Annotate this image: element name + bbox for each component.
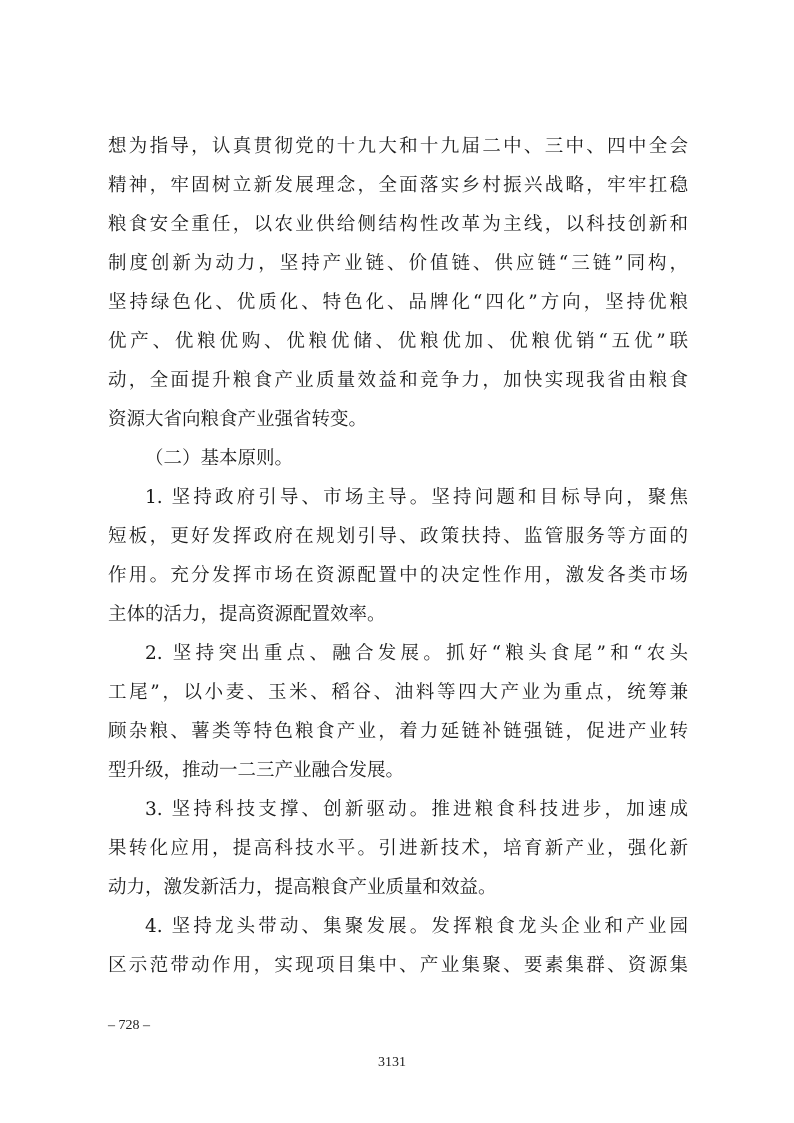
text-line: 果转化应用，提高科技水平。引进新技术，培育新产业，强化新 (108, 838, 688, 859)
text-line: 制度创新为动力，坚持产业链、价值链、供应链“三链”同构， (108, 253, 688, 274)
text-line: 区示范带动作用，实现项目集中、产业集聚、要素集群、资源集 (108, 955, 688, 976)
text-line: 2. 坚持突出重点、融合发展。抓好“粮头食尾”和“农头 (145, 643, 688, 664)
text-line: 短板，更好发挥政府在规划引导、政策扶持、监管服务等方面的 (108, 526, 688, 547)
page-number: 3131 (378, 1055, 406, 1070)
section-heading: （二）基本原则。 (145, 448, 294, 469)
page-mark: – 728 – (108, 1018, 150, 1033)
text-line: 作用。充分发挥市场在资源配置中的决定性作用，激发各类市场 (108, 565, 688, 586)
text-line: 工尾”，以小麦、玉米、稻谷、油料等四大产业为重点，统筹兼 (108, 682, 688, 703)
text-line: 想为指导，认真贯彻党的十九大和十九届二中、三中、四中全会 (108, 136, 688, 157)
text-line: 3. 坚持科技支撑、创新驱动。推进粮食科技进步，加速成 (145, 799, 688, 820)
text-line: 4. 坚持龙头带动、集聚发展。发挥粮食龙头企业和产业园 (145, 916, 688, 937)
text-line: 动，全面提升粮食产业质量效益和竞争力，加快实现我省由粮食 (108, 370, 688, 391)
text-line: 资源大省向粮食产业强省转变。 (108, 409, 368, 430)
text-line: 精神，牢固树立新发展理念，全面落实乡村振兴战略，牢牢扛稳 (108, 175, 688, 196)
text-line: 优产、优粮优购、优粮优储、优粮优加、优粮优销“五优”联 (108, 331, 688, 352)
text-line: 主体的活力，提高资源配置效率。 (108, 604, 386, 625)
text-line: 顾杂粮、薯类等特色粮食产业，着力延链补链强链，促进产业转 (108, 721, 688, 742)
text-line: 坚持绿色化、优质化、特色化、品牌化“四化”方向，坚持优粮 (108, 292, 688, 313)
text-line: 1. 坚持政府引导、市场主导。坚持问题和目标导向，聚焦 (145, 487, 688, 508)
text-line: 粮食安全重任，以农业供给侧结构性改革为主线，以科技创新和 (108, 214, 688, 235)
text-line: 动力，激发新活力，提高粮食产业质量和效益。 (108, 877, 497, 898)
body-text (108, 127, 688, 985)
text-line: 型升级，推动一二三产业融合发展。 (108, 760, 405, 781)
